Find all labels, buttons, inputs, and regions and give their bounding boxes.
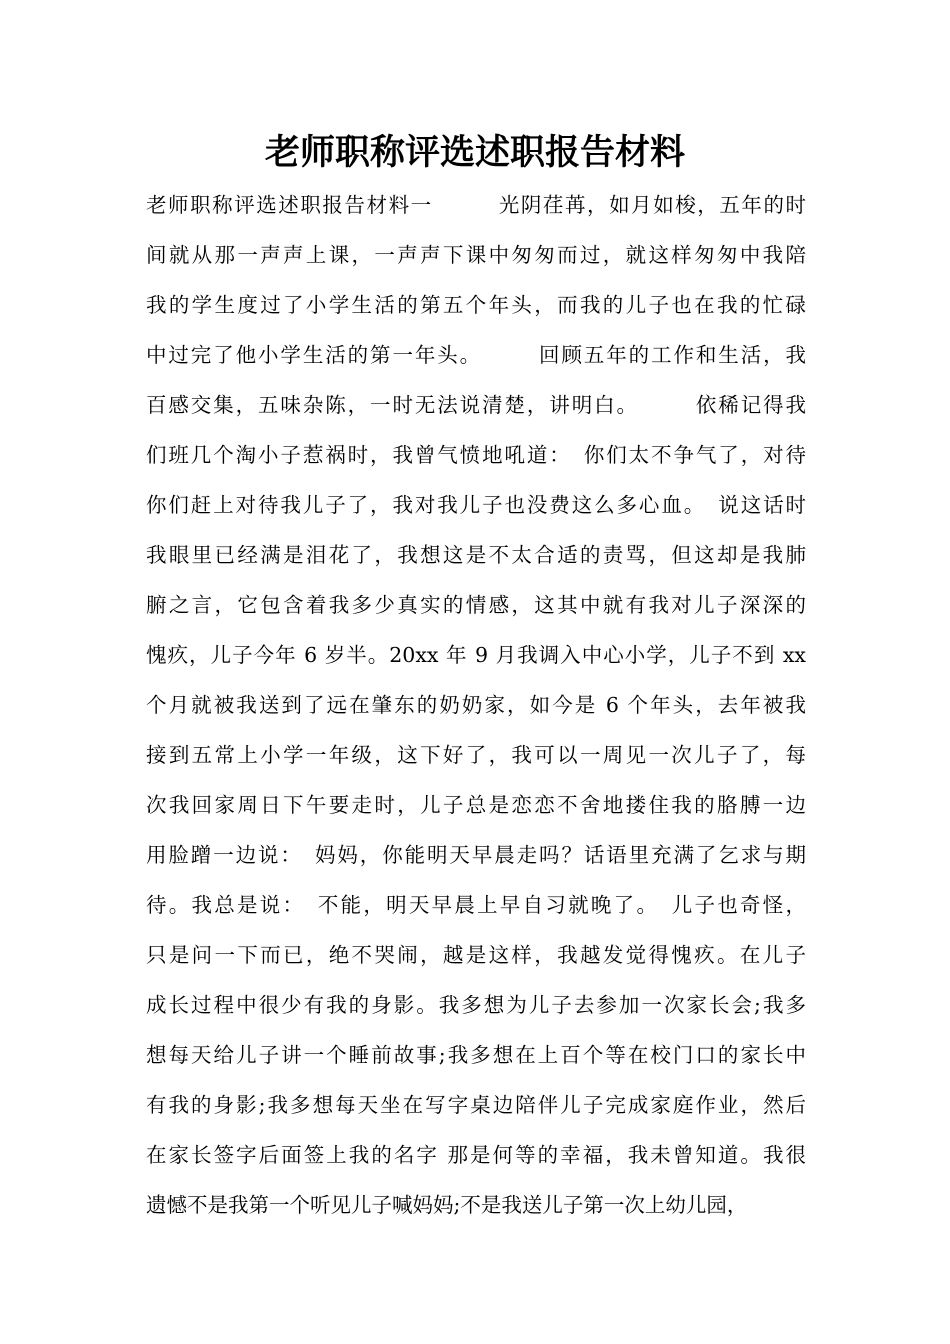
body-line: 们班几个淘小子惹祸时，我曾气愤地吼道： 你们太不争气了，对待	[146, 443, 806, 467]
body-line: 次我回家周日下午要走时，儿子总是恋恋不舍地搂住我的胳膊一边	[146, 793, 806, 817]
document-body	[146, 180, 806, 1230]
body-line: 想每天给儿子讲一个睡前故事;我多想在上百个等在校门口的家长中	[146, 1043, 806, 1067]
body-line: 只是问一下而已，绝不哭闹，越是这样，我越发觉得愧疚。在儿子	[146, 943, 806, 967]
body-line: 愧疚，儿子今年 6 岁半。20xx 年 9 月我调入中心小学，儿子不到 xx	[146, 643, 806, 667]
body-line: 有我的身影;我多想每天坐在写字桌边陪伴儿子完成家庭作业，然后	[146, 1093, 806, 1117]
body-line: 我眼里已经满是泪花了，我想这是不太合适的责骂，但这却是我肺	[146, 543, 806, 567]
document-title: 老师职称评选述职报告材料	[264, 132, 685, 173]
body-line: 老师职称评选述职报告材料一 光阴荏苒，如月如梭，五年的时	[146, 193, 806, 217]
body-line: 你们赶上对待我儿子了，我对我儿子也没费这么多心血。 说这话时	[146, 493, 806, 517]
body-line: 腑之言，它包含着我多少真实的情感，这其中就有我对儿子深深的	[146, 593, 806, 617]
body-line: 中过完了他小学生活的第一年头。 回顾五年的工作和生活，我	[146, 343, 806, 367]
body-line: 用脸蹭一边说： 妈妈，你能明天早晨走吗？话语里充满了乞求与期	[146, 843, 806, 867]
body-line: 在家长签字后面签上我的名字 那是何等的幸福，我未曾知道。我很	[146, 1143, 806, 1167]
body-line: 待。我总是说： 不能，明天早晨上早自习就晚了。 儿子也奇怪，	[146, 893, 806, 917]
body-line: 百感交集，五味杂陈，一时无法说清楚，讲明白。 依稀记得我	[146, 393, 806, 417]
body-line: 间就从那一声声上课，一声声下课中匆匆而过，就这样匆匆中我陪	[146, 243, 806, 267]
body-line: 个月就被我送到了远在肇东的奶奶家，如今是 6 个年头，去年被我	[146, 693, 806, 717]
body-line: 我的学生度过了小学生活的第五个年头，而我的儿子也在我的忙碌	[146, 293, 806, 317]
body-line: 接到五常上小学一年级，这下好了，我可以一周见一次儿子了，每	[146, 743, 806, 767]
body-line: 遗憾不是我第一个听见儿子喊妈妈;不是我送儿子第一次上幼儿园，	[146, 1193, 748, 1217]
body-line: 成长过程中很少有我的身影。我多想为儿子去参加一次家长会;我多	[146, 993, 806, 1017]
